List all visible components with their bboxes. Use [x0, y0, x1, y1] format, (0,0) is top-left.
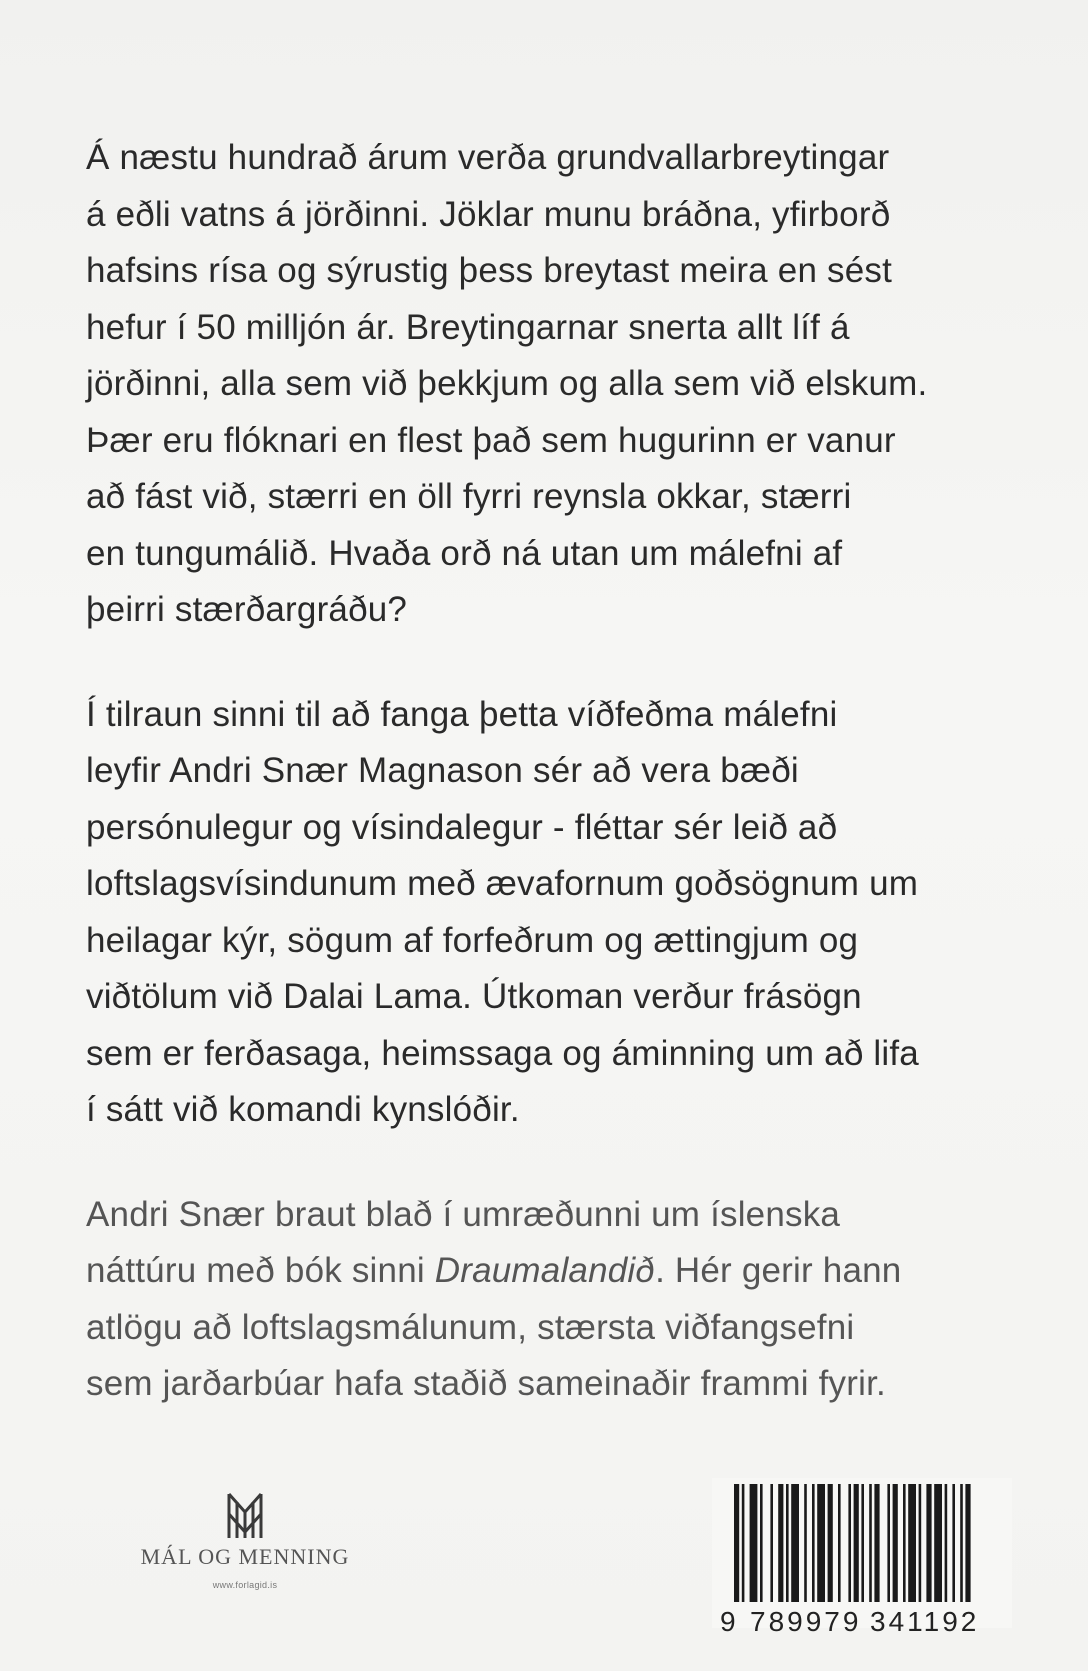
blurb-paragraph-1	[86, 130, 1016, 639]
blurb-line: loftslagsvísindunum með ævafornum goðsögnum um	[86, 864, 919, 903]
publisher-block	[140, 1490, 350, 1590]
blurb-line: atlögu að loftslagsmálunum, stærsta viðfangsefni	[86, 1307, 855, 1347]
blurb-line: á eðli vatns á jörðinni. Jöklar munu bráðna, yfirborð	[86, 194, 891, 234]
isbn-barcode	[712, 1478, 1012, 1648]
blurb-line: hafsins rísa og sýrustig þess breytast meira en sést	[86, 251, 893, 290]
publisher-name: MÁL OG MENNING	[140, 1544, 350, 1569]
blurb-text	[86, 130, 1016, 1461]
blurb-paragraph-2	[86, 687, 1016, 1139]
blurb-line	[86, 1243, 1016, 1300]
blurb-line: í sátt við komandi kynslóðir.	[86, 1090, 520, 1129]
blurb-text-run: . Hér gerir hann	[655, 1251, 902, 1290]
blurb-line: að fást við, stærri en öll fyrri reynsla okkar, stærri	[86, 477, 852, 516]
blurb-line: heilagar kýr, sögum af forfeðrum og ættingjum og	[86, 920, 859, 960]
blurb-line: þeirri stærðargráðu?	[86, 590, 408, 629]
isbn-group-2: 341192	[870, 1606, 980, 1637]
mm-monogram-icon	[225, 1490, 265, 1542]
blurb-line: sem er ferðasaga, heimssaga og áminning um að lifa	[86, 1033, 919, 1073]
isbn-first-digit: 9	[720, 1606, 739, 1637]
isbn-group-1: 789979	[750, 1606, 862, 1637]
blurb-line: Í tilraun sinni til að fanga þetta víðfeðma málefni	[86, 694, 838, 734]
blurb-line: persónulegur og vísindalegur - fléttar sér leið að	[86, 807, 838, 847]
blurb-line: hefur í 50 milljón ár. Breytingarnar snerta allt líf á	[86, 307, 850, 347]
blurb-text-run: náttúru með bók sinni	[86, 1251, 435, 1290]
publisher-url: www.forlagid.is	[212, 1580, 278, 1590]
blurb-line: jörðinni, alla sem við þekkjum og alla sem við elskum.	[86, 364, 928, 403]
blurb-line: Andri Snær braut blað í umræðunni um íslenska	[86, 1194, 841, 1234]
blurb-line: Á næstu hundrað árum verða grundvallarbreytingar	[86, 138, 890, 177]
blurb-line: viðtölum við Dalai Lama. Útkoman verður frásögn	[86, 977, 862, 1016]
blurb-paragraph-3	[86, 1187, 1016, 1413]
blurb-line: en tungumálið. Hvaða orð ná utan um málefni af	[86, 533, 843, 573]
blurb-line: Þær eru flóknari en flest það sem hugurinn er vanur	[86, 420, 896, 460]
book-title-draumalandid: Draumalandið	[434, 1251, 656, 1290]
blurb-line: sem jarðarbúar hafa staðið sameinaðir frammi fyrir.	[86, 1364, 886, 1403]
blurb-line: leyfir Andri Snær Magnason sér að vera bæði	[86, 751, 799, 790]
